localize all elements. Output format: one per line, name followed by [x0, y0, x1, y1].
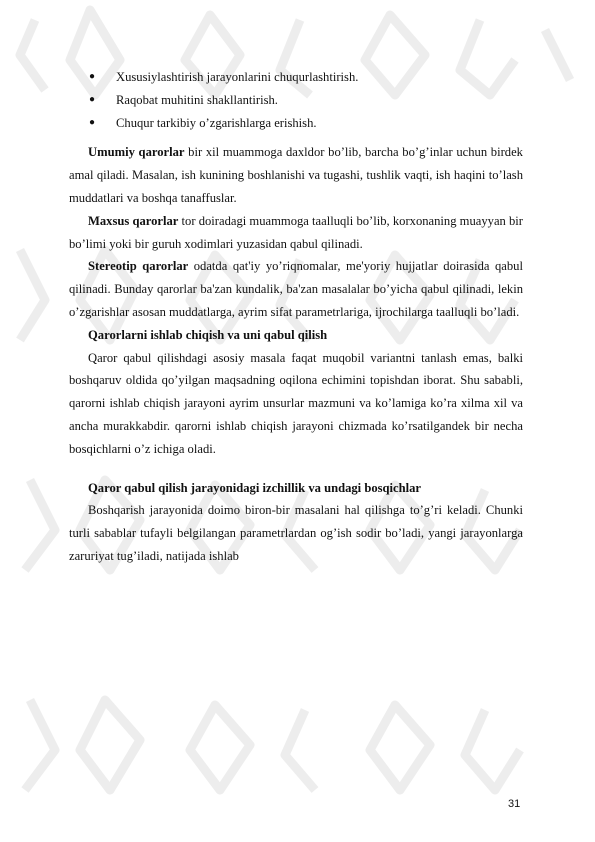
paragraph-stereotype-decisions: Stereotip qarorlar odatda qat'iy yo’riqnomalar, me'yoriy hujjatlar doirasida qabul qilinadi. Bunday qarorlar ba'zan kundalik, ba'zan masalalar bo’yicha qabul qilinadi, lekin o’zgarishlar asosan muddatlarga, ayrim sifat parametrlariga, ijrochilarga taalluqli bo’ladi.	[69, 259, 523, 319]
paragraph-development: Qaror qabul qilishdagi asosiy masala faqat muqobil variantni tanlash emas, balki boshqaruv oldida qo’yilgan maqsadning oqilona echimini topishdan iborat. Shu sababli, qarorni ishlab chiqish jarayoni ayrim unsurlar mazmuni va ko’lamiga ko’ra xilma xil va ancha murakkabdir. qarorni ishlab chiqish jarayoni chizmada ko’rsatilgandek bir necha bosqichlarni o’z ichiga oladi.	[69, 350, 523, 456]
document-page	[69, 66, 523, 568]
bullet-list	[69, 66, 523, 134]
term: Stereotip qarorlar	[88, 259, 189, 274]
page-number: 31	[508, 798, 521, 810]
term: Maxsus qarorlar	[88, 213, 179, 228]
bullet-icon: ●	[89, 116, 96, 128]
list-item: ● Raqobat muhitini shakllantirish.	[89, 89, 523, 112]
list-item: ● Chuqur tarkibiy o’zgarishlarga erishish.	[89, 112, 523, 135]
section-heading: Qarorlarni ishlab chiqish va uni qabul qilish	[88, 327, 328, 342]
paragraph-management-process: Boshqarish jarayonida doimo biron-bir masalani hal qilishga to’g’ri keladi. Chunki turli sabablar tufayli belgilangan parametrlardan og’ish sodir bo’ladi, yangi jarayonlarga zaruriyat tug’iladi, natijada ishlab	[69, 503, 523, 563]
paragraph-special-decisions: Maxsus qarorlar tor doiradagi muammoga taalluqli bo’lib, korxonaning muayyan bir bo’limi yoki bir guruh xodimlari yuzasidan qabul qilinadi.	[69, 213, 523, 251]
bullet-icon: ●	[89, 71, 96, 82]
term: Umumiy qarorlar	[88, 145, 185, 160]
paragraph-general-decisions: Umumiy qarorlar bir xil muammoga daxldor bo’lib, barcha bo’g’inlar uchun birdek amal qiladi. Masalan, ish kunining boshlanishi va tugashi, tushlik vaqti, ish haqini to’lash muddatlari va boshqa tanaffuslar.	[69, 145, 523, 205]
list-item: ● Xususiylashtirish jarayonlarini chuqurlashtirish.	[89, 66, 523, 89]
section-heading: Qaror qabul qilish jarayonidagi izchillik va undagi bosqichlar	[88, 480, 422, 495]
bullet-icon: ●	[89, 93, 96, 105]
